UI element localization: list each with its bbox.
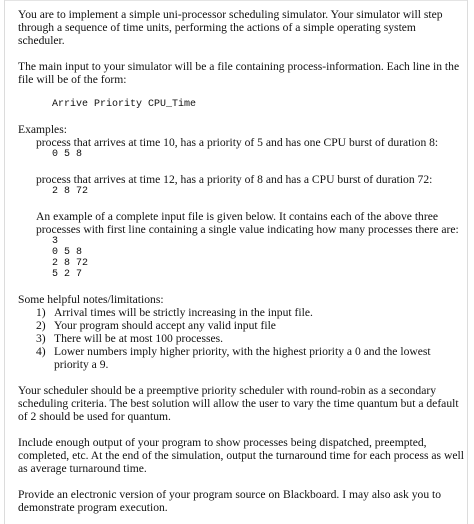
notes-heading: Some helpful notes/limitations: [18,293,164,306]
list-item [36,332,464,345]
examples-heading: Examples: [18,123,67,136]
complete-example-text: An example of a complete input file is given below. It contains each of the above three processes with first line containing a single value indicating how many processes there are: [36,210,459,236]
list-item [36,345,464,371]
document-body [18,8,464,514]
list-text: Your program should accept any valid input file [54,319,276,332]
example2-text: process that arrives at time 12, has a priority of 8 and has a CPU burst of duration 72: [36,173,433,186]
format-line: Arrive Priority CPU_Time [52,99,197,110]
code-line: 5 2 7 [52,269,83,280]
page-border-right [467,0,468,524]
example1-code: 0 5 8 [52,149,83,160]
code-line: 3 [52,236,59,247]
code-line: 2 8 72 [52,258,89,269]
list-number: 4) [36,345,46,358]
output-paragraph: Include enough output of your program to show processes being dispatched, preempted, completed, etc. At the end of the simulation, output the turnaround time for each process as well as average turnaround time. [18,436,464,475]
notes-list [18,306,464,371]
list-number: 1) [36,306,46,319]
complete-example-code [18,236,464,280]
list-item [36,306,464,319]
input-description: The main input to your simulator will be a file containing process-information. Each line in the file will be of the form: [18,60,460,86]
list-text: Arrival times will be strictly increasing in the input file. [54,306,313,319]
intro-paragraph: You are to implement a simple uni-processor scheduling simulator. Your simulator will step through a sequence of time units, performing the actions of a simple operating system scheduler. [18,8,443,47]
list-number: 3) [36,332,46,345]
page-border-top [4,0,468,1]
list-text: Lower numbers imply higher priority, with the highest priority a 0 and the lowest priority a 9. [54,345,431,371]
list-text: There will be at most 100 processes. [54,332,224,345]
list-number: 2) [36,319,46,332]
page-border-left [4,0,5,524]
scheduler-paragraph: Your scheduler should be a preemptive priority scheduler with round-robin as a secondary scheduling criteria. The best solution will allow the user to vary the time quantum but a default of 2 should be used for quantum. [18,384,459,423]
submission-paragraph: Provide an electronic version of your program source on Blackboard. I may also ask you to demonstrate program execution. [18,488,442,514]
list-item [36,319,464,332]
code-line: 0 5 8 [52,247,83,258]
example2-code: 2 8 72 [52,186,89,197]
example1-text: process that arrives at time 10, has a priority of 5 and has one CPU burst of duration 8: [36,136,439,149]
